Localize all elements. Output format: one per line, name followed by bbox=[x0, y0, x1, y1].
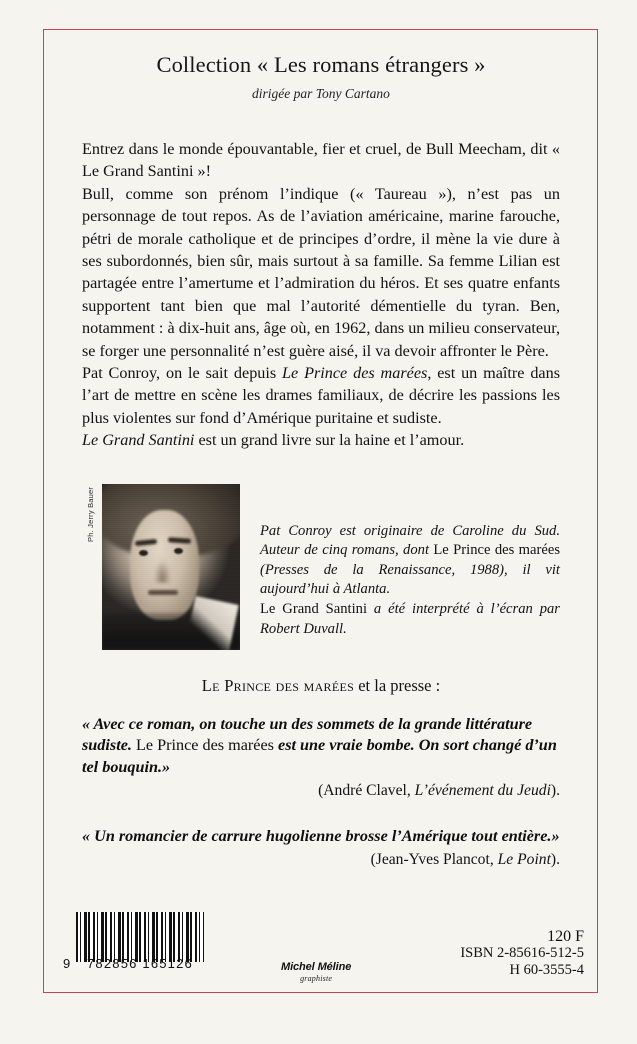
press-attribution-1 bbox=[82, 780, 560, 802]
cover-content bbox=[82, 40, 560, 871]
attrib1-after: ). bbox=[550, 782, 560, 800]
collection-subtitle: dirigée par Tony Cartano bbox=[252, 85, 390, 101]
blurb-p3-before: Pat Conroy, on le sait depuis bbox=[82, 363, 283, 382]
author-photo-wrapper bbox=[86, 484, 240, 650]
blurb-p3-after: , est un maître dans l’art de mettre en scène les drames familiaux, de décrire les passions les plus violentes sur fond d’Amérique puritaine et sudiste. bbox=[82, 363, 561, 427]
blurb-paragraph-2: Bull, comme son prénom l’indique (« Taureau »), n’est pas un personnage de tout repos. As de l’aviation américaine, marine farouche, pétri de morale catholique et de principes d’ordre, il mène la vie dure à ses subordonnés, bien sûr, mais surtout à sa famille. Sa femme Lilian est partagée entre l’amertume et l’admiration du héros. Et ses quatre enfants supportent tant bien que mal l’autorité démentielle du tyran. Ben, notamment : à dix-huit ans, âge où, en 1962, dans un milieu conservateur, se forger une personnalité n’est guère aisé, il va devoir affronter le Père. bbox=[82, 184, 560, 360]
press-heading-rest: et la presse : bbox=[354, 675, 441, 695]
publisher-credit bbox=[281, 962, 351, 983]
quote1-part1: « Avec ce roman, on touche un des sommets de la grande littérature sudiste. bbox=[82, 714, 533, 755]
bio-roman-title-2: Le Grand Santini bbox=[260, 600, 368, 617]
bio-line-1: Pat Conroy est originaire de Caroline du Sud. Auteur de cinq romans, dont bbox=[260, 522, 560, 559]
author-biography bbox=[260, 474, 560, 640]
author-film-paragraph bbox=[260, 600, 560, 639]
quote1-roman-title: Le Prince des marées bbox=[135, 736, 274, 755]
quote2-part1: « Un romancier de carrure hugolienne brosse l’Amérique tout entière.» bbox=[82, 826, 560, 845]
attrib2-publication: Le Point bbox=[497, 851, 551, 869]
reference-label: H 60-3555-4 bbox=[509, 962, 584, 978]
blurb-paragraph-4 bbox=[82, 429, 560, 451]
blurb-p4-after: est un grand livre sur la haine et l’amour. bbox=[194, 431, 465, 450]
author-bio-paragraph bbox=[260, 522, 560, 600]
author-portrait-photo bbox=[102, 484, 240, 650]
barcode-digits: 782856 165126 bbox=[87, 956, 193, 971]
blurb-paragraph-3 bbox=[82, 362, 560, 429]
pricing-block bbox=[460, 928, 584, 979]
press-heading-title: Le Prince des marées bbox=[201, 675, 355, 695]
price-label: 120 F bbox=[547, 928, 584, 945]
isbn-label: ISBN 2-85616-512-5 bbox=[460, 945, 584, 961]
photo-grain-overlay bbox=[102, 484, 240, 650]
press-attribution-2 bbox=[82, 849, 560, 871]
collection-title: Collection « Les romans étrangers » bbox=[156, 52, 486, 77]
bio-line-3: a été interprété à l’écran par Robert Duvall. bbox=[260, 600, 560, 637]
attrib2-after: ). bbox=[550, 851, 560, 869]
bio-roman-title-1: Le Prince des marées bbox=[433, 542, 560, 559]
bio-line-2: (Presses de la Renaissance, 1988), il vit aujourd’hui à Atlanta. bbox=[260, 561, 560, 598]
blurb-paragraph-1: Entrez dans le monde épouvantable, fier et cruel, de Bull Meecham, dit « Le Grand Santini »! bbox=[82, 139, 560, 181]
blurb-p3-title: Le Prince des marées bbox=[282, 363, 428, 382]
ean-barcode bbox=[63, 912, 204, 974]
press-quote-1 bbox=[82, 714, 560, 802]
press-section-heading bbox=[82, 676, 560, 696]
publisher-role: graphiste bbox=[300, 974, 333, 983]
press-quote-2 bbox=[82, 826, 560, 871]
photo-credit-label: Ph. Jerry Bauer bbox=[86, 486, 95, 542]
blurb-text bbox=[82, 138, 560, 452]
barcode-lead-digit: 9 bbox=[63, 956, 71, 971]
attrib1-before: (André Clavel, bbox=[318, 782, 415, 800]
author-block bbox=[82, 474, 560, 650]
attrib2-before: (Jean-Yves Plancot, bbox=[370, 851, 498, 869]
publisher-name: Michel Méline bbox=[281, 961, 352, 973]
barcode-bars bbox=[76, 912, 204, 962]
quote1-part2: est une vraie bombe. On sort changé d’un tel bouquin.» bbox=[82, 736, 557, 776]
blurb-p4-title: Le Grand Santini bbox=[82, 431, 195, 450]
attrib1-publication: L’événement du Jeudi bbox=[414, 782, 551, 800]
